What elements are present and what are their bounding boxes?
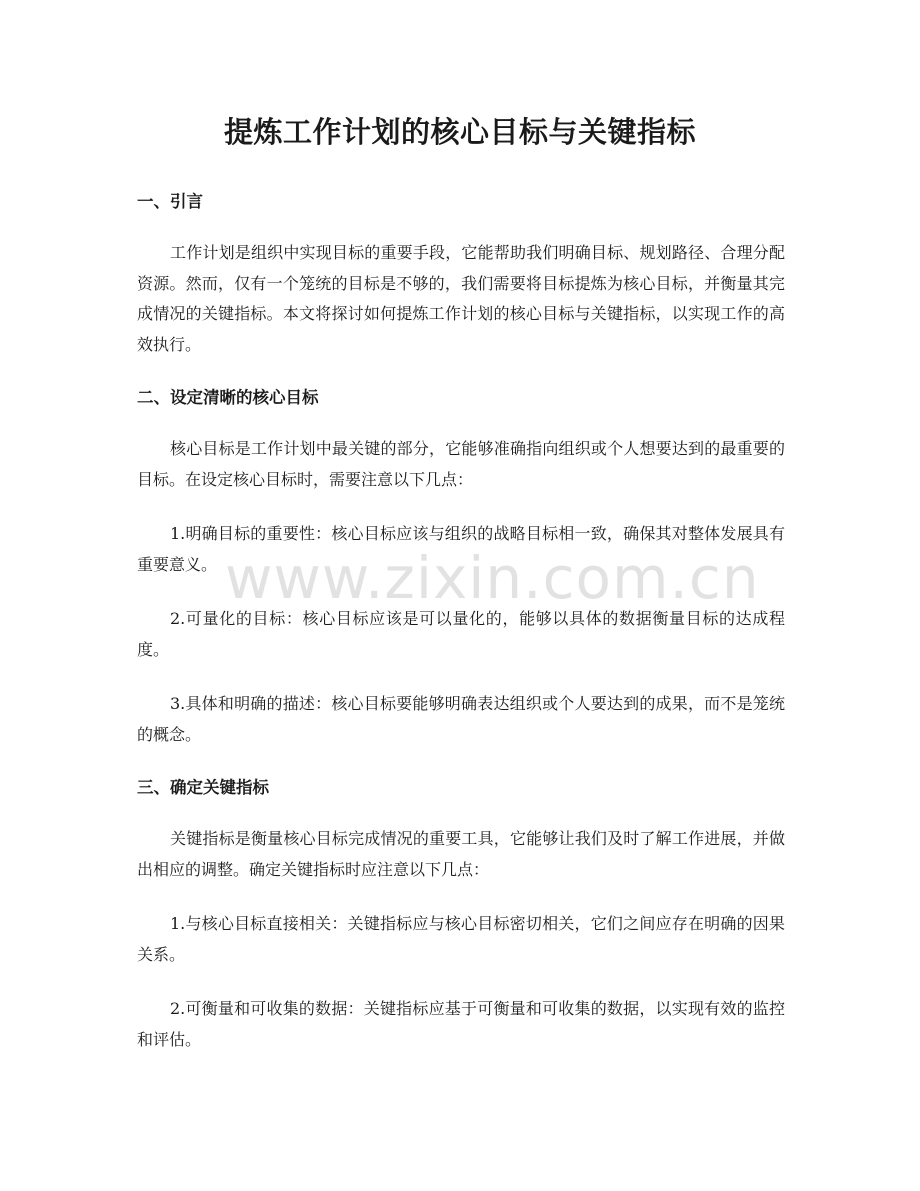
watermark-text: www.zixin.com.cn	[225, 544, 760, 612]
section-heading-key-indicators: 三、确定关键指标	[137, 778, 269, 797]
list-item-paragraph: 3.具体和明确的描述：核心目标要能够明确表达组织或个人要达到的成果，而不是笼统的概念。	[137, 694, 785, 744]
list-item-paragraph: 2.可衡量和可收集的数据：关键指标应基于可衡量和可收集的数据，以实现有效的监控和评估。	[137, 999, 785, 1049]
list-item-paragraph: 1.与核心目标直接相关：关键指标应与核心目标密切相关，它们之间应存在明确的因果关系。	[137, 914, 785, 964]
paragraph: 工作计划是组织中实现目标的重要手段，它能帮助我们明确目标、规划路径、合理分配资源。然而，仅有一个笼统的目标是不够的，我们需要将目标提炼为核心目标，并衡量其完成情况的关键指标。本文将探讨如何提炼工作计划的核心目标与关键指标，以实现工作的高效执行。	[137, 243, 785, 354]
document-body	[137, 188, 785, 1079]
paragraph: 关键指标是衡量核心目标完成情况的重要工具，它能够让我们及时了解工作进展，并做出相应的调整。确定关键指标时应注意以下几点：	[137, 829, 785, 879]
document-title: 提炼工作计划的核心目标与关键指标	[223, 115, 696, 149]
section-heading-core-goals: 二、设定清晰的核心目标	[137, 388, 319, 407]
paragraph: 核心目标是工作计划中最关键的部分，它能够准确指向组织或个人想要达到的最重要的目标。在设定核心目标时，需要注意以下几点：	[137, 439, 785, 489]
list-item-paragraph: 2.可量化的目标：核心目标应该是可以量化的，能够以具体的数据衡量目标的达成程度。	[137, 609, 785, 659]
section-heading-introduction: 一、引言	[137, 192, 203, 211]
list-item-paragraph: 1.明确目标的重要性：核心目标应该与组织的战略目标相一致，确保其对整体发展具有重要意义。	[137, 524, 785, 574]
